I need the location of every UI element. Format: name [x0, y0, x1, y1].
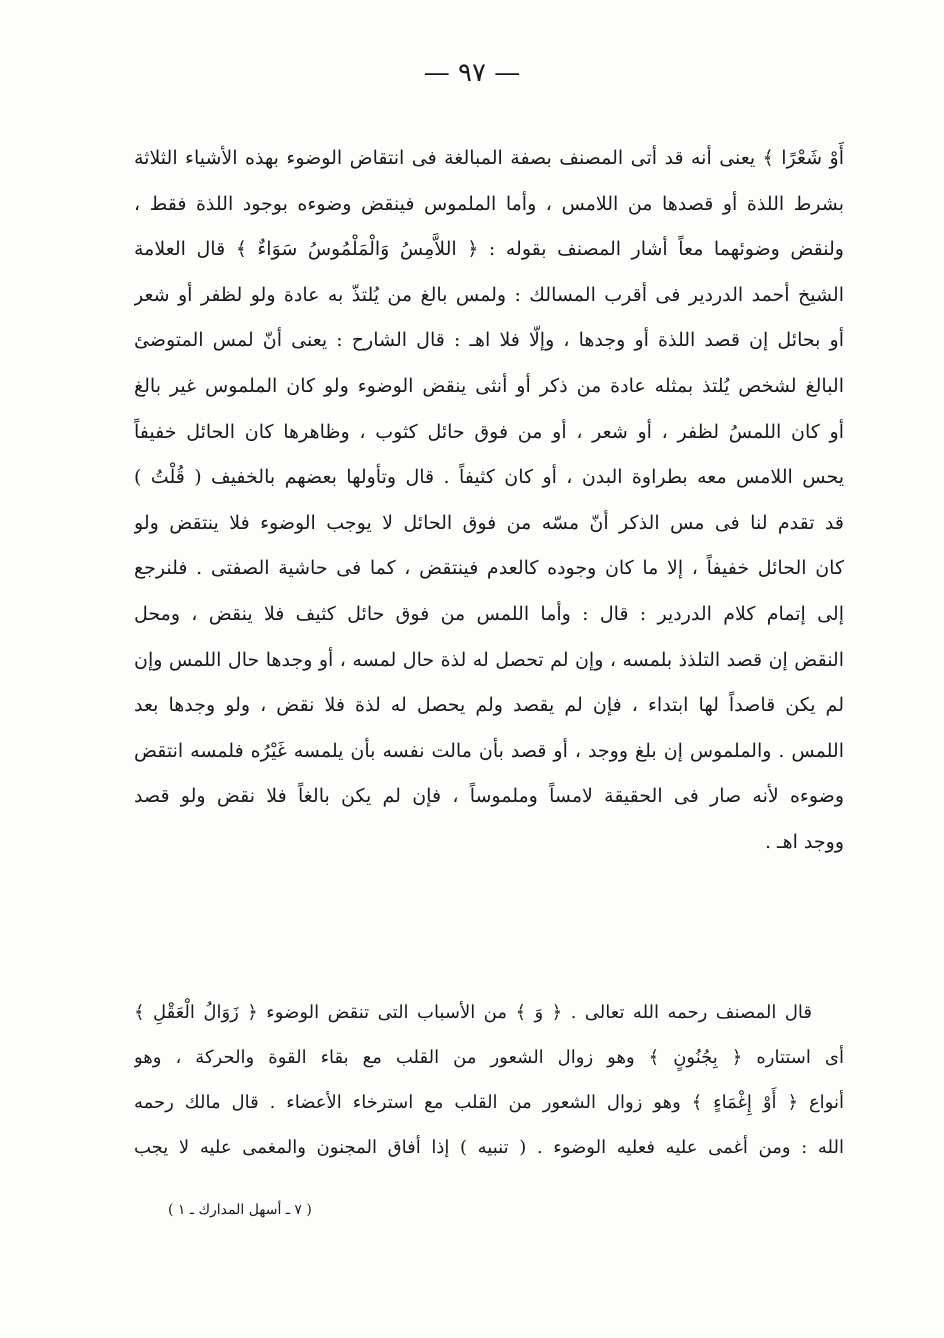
- text-line: ولنقض وضوئهما معاً أشار المصنف بقوله : ﴿ اللاَّمِسُ وَالْمَلْمُوسُ سَوَاءٌ ﴾ قال العلامة: [134, 238, 844, 261]
- text-line: قد تقدم لنا فى مس الذكر أنّ مسّه من فوق الحائل لا يوجب الوضوء فلا ينتقض ولو: [134, 511, 844, 534]
- text-line: قال المصنف رحمه الله تعالى . ﴿ وَ ﴾ من الأسباب التى تنقض الوضوء ﴿ زَوَالُ الْعَقْلِ ﴾: [134, 1002, 812, 1023]
- text-line: البالغ لشخص يُلتذ بمثله عادة من ذكر أو أنثى ينقض الوضوء ولو كان الملموس غير بالغ: [134, 374, 844, 397]
- text-line: أنواع ﴿ أَوْ إِغْمَاءٍ ﴾ وهو زوال الشعور من القلب مع استرخاء الأعضاء . قال مالك رحمه: [134, 1092, 844, 1113]
- text-line: الشيخ أحمد الدردير فى أقرب المسالك : ولمس بالغ من يُلتذّ به عادة ولو لظفر أو شعر: [134, 283, 844, 306]
- text-line: كان الحائل خفيفاً ، إلا ما كان وجوده كالعدم فينتقض ، كما فى حاشية الصفتى . فلنرجع: [134, 557, 844, 580]
- text-line: أو بحائل إن قصد اللذة أو وجدها ، وإلّا فلا اهـ : قال الشارح : يعنى أنّ لمس المتوضئ: [134, 329, 844, 352]
- text-line: بشرط اللذة أو قصدها من اللامس ، وأما الملموس فينقض وضوءه بوجود اللذة فقط ،: [134, 192, 844, 215]
- commentary-section: [134, 136, 844, 866]
- text-line: وضوءه لأنه صار فى الحقيقة لامساً وملموساً ، فإن لم يكن بالغاً فلا نقض ولو قصد: [134, 785, 844, 808]
- text-line: إلى إتمام كلام الدردير : قال : وأما اللمس من فوق حائل كثيف فلا ينقض ، ومحل: [134, 602, 844, 625]
- page-footer-signature: ( ٧ ـ أسهل المدارك ـ ١ ): [168, 1202, 312, 1218]
- text-line: أَوْ شَعْرًا ﴾ يعنى أنه قد أتى المصنف بصفة المبالغة فى انتقاض الوضوء بهذه الأشياء الثلاثة: [134, 147, 844, 169]
- text-line: أو كان اللمسُ لظفر ، أو شعر ، أو من فوق حائل كثوب ، وظاهرها كان الحائل خفيفاً: [134, 420, 844, 443]
- text-line: النقض إن قصد التلذذ بلمسه ، وإن لم تحصل له لذة حال لمسه ، أو وجدها حال اللمس وإن: [134, 648, 844, 671]
- text-line: لم يكن قاصداً لها ابتداء ، فإن لم يقصد ولم يحصل له لذة فلا نقض ، ولو وجدها بعد: [134, 694, 844, 717]
- page-number: — ٩٧ —: [423, 58, 521, 88]
- text-line: أى استتاره ﴿ بِجُنُونٍ ﴾ وهو زوال الشعور من القلب مع بقاء القوة والحركة ، وهو: [134, 1047, 844, 1068]
- text-line: الله : ومن أغمى عليه فعليه الوضوء . ( تنبيه ) إذا أفاق المجنون والمغمى عليه لا يجب: [134, 1137, 844, 1158]
- text-section: [134, 990, 844, 1170]
- text-line: اللمس . والملموس إن بلغ ووجد ، أو قصد بأن مالت نفسه بأن يلمسه غَيْرُه فلمسه انتقض: [134, 739, 844, 762]
- text-line: يحس اللامس معه بطراوة البدن ، أو كان كثيفاً . قال وتأولها بعضهم بالخفيف ( قُلْتُ ): [134, 466, 844, 489]
- text-line: ووجد اهـ .: [764, 830, 844, 853]
